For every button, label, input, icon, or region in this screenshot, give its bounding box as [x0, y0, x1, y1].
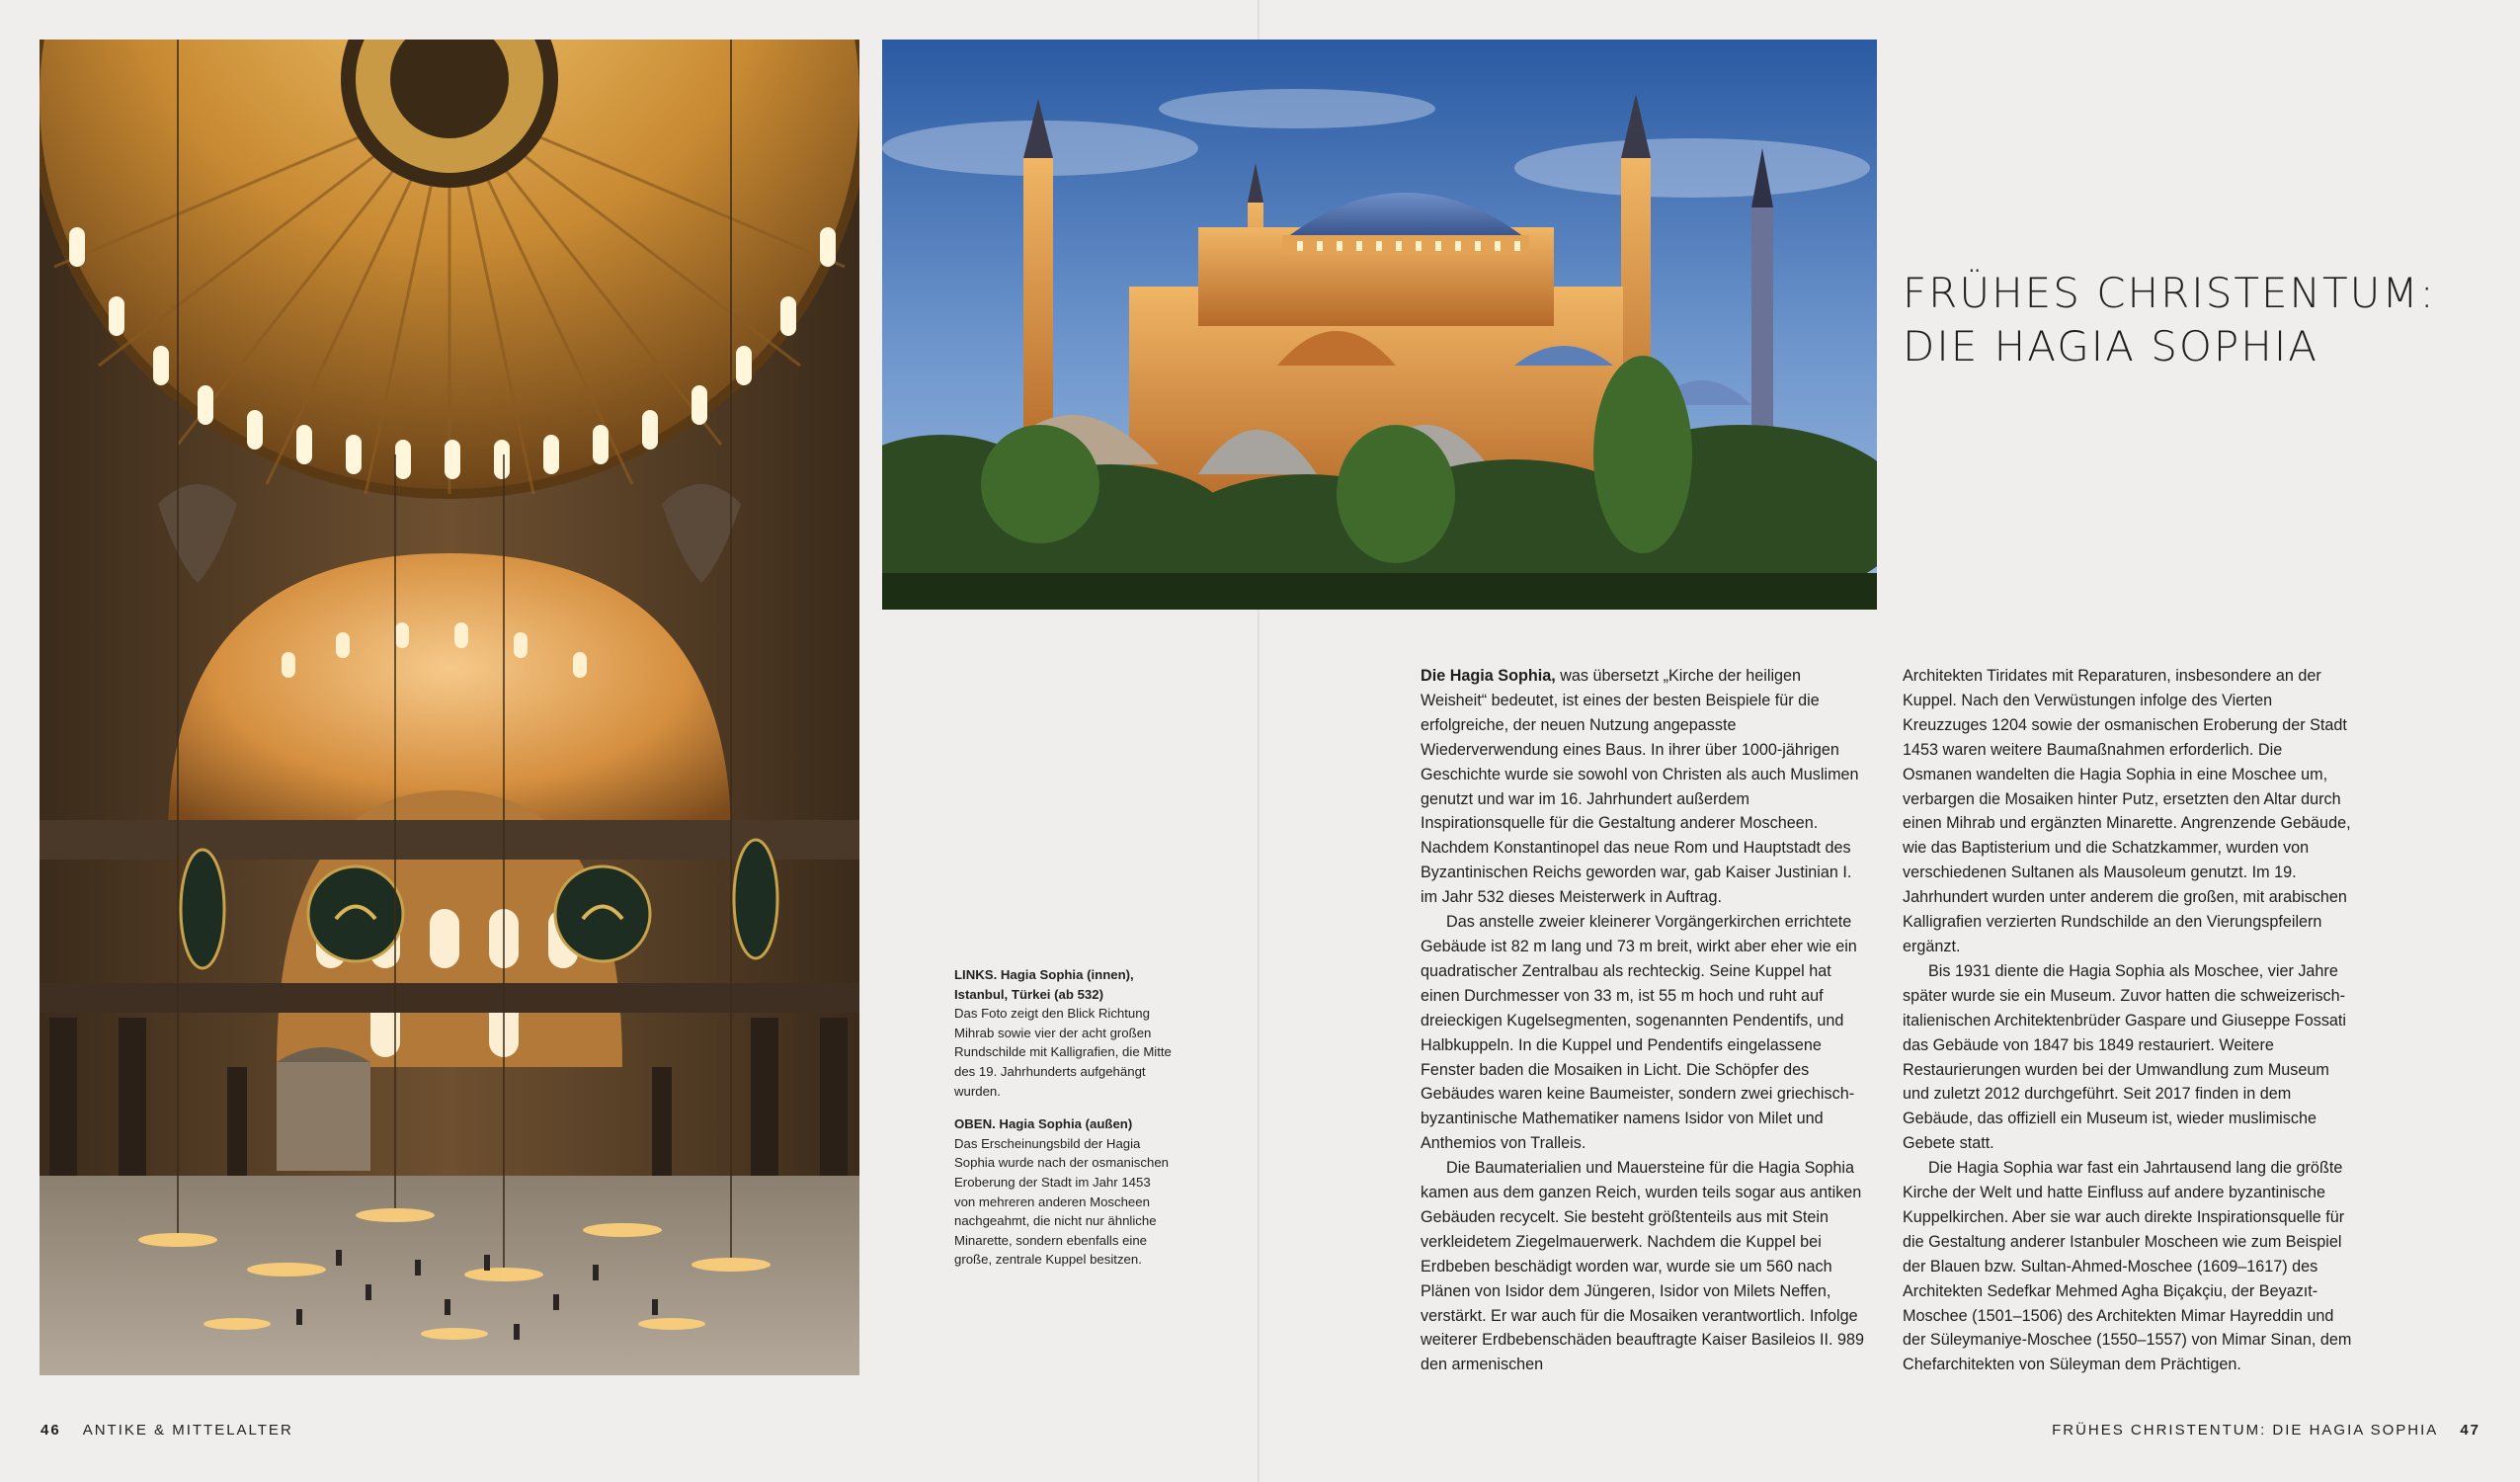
page-number-left: 46: [41, 1422, 61, 1439]
page-number-right: 47: [2460, 1422, 2480, 1439]
body-paragraph: Die Hagia Sophia war fast ein Jahrtausend lang die größte Kirche der Welt und hatte Einfluss auf andere byzantinische Kuppelkirchen. Aber sie war auch direkte Inspirationsquelle für die Gestaltung anderer Istanbuler Moscheen wie zum Beispiel der Blauen bzw. Sultan-Ahmed-Moschee (1609–1617) des Architekten Sedefkar Mehmed Agha Biçakçiu, der Beyazıt-Moschee (1501–1506) des Architekten Mimar Hayreddin und der Süleymaniye-Moschee (1550–1557) von Mimar Sinan, dem Chefarchitekten von Süleyman dem Prächtigen.: [1903, 1159, 2352, 1374]
title-line-2: DIE HAGIA SOPHIA: [1903, 322, 2318, 370]
title-line-1: FRÜHES CHRISTENTUM:: [1903, 269, 2436, 317]
section-title-right: FRÜHES CHRISTENTUM: DIE HAGIA SOPHIA: [2052, 1422, 2439, 1439]
section-title-left: ANTIKE & MITTELALTER: [82, 1422, 293, 1439]
page-title: [1903, 267, 2495, 373]
caption-heading: OBEN. Hagia Sophia (außen): [954, 1116, 1133, 1132]
lead-in: Die Hagia Sophia,: [1421, 667, 1556, 685]
body-paragraph: [1421, 664, 1870, 910]
body-column-1: [1421, 664, 1870, 1377]
footer-right: [2052, 1422, 2480, 1439]
photo-captions: [954, 965, 1172, 1283]
caption-text: Das Erscheinungsbild der Hagia Sophia wurde nach der osmanischen Eroberung der Stadt im Jahr 1453 von mehreren anderen Moscheen nachgeahmt, die nicht nur ähnliche Minarette, sondern ebenfalls eine große, zentrale Kuppel besitzen.: [954, 1135, 1169, 1268]
interior-illustration: [40, 40, 859, 1375]
caption-text: Das Foto zeigt den Blick Richtung Mihrab sowie vier der acht großen Rundschilde mit Kalligrafien, die Mitte des 19. Jahrhunderts aufgehängt wurden.: [954, 1006, 1172, 1099]
exterior-illustration: [882, 40, 1877, 610]
body-paragraph: Die Baumaterialien und Mauersteine für die Hagia Sophia kamen aus dem ganzen Reich, wurden teils sogar aus antiken Gebäuden recycelt. Sie besteht größtenteils aus mit Stein verkleidetem Ziegelmauerwerk. Nachdem die Kuppel bei Erdbeben beschädigt worden war, wurde sie um 560 nach Plänen von Isidor dem Jüngeren, Isidor von Milets Neffen, verstärkt. Er war auch für die Mosaiken verantwortlich. Infolge weiterer Erdbebenschäden beauftragte Kaiser Basileios II. 989 den armenischen: [1421, 1159, 1865, 1374]
photo-hagia-sophia-interior: [40, 40, 859, 1375]
footer-left: [41, 1422, 293, 1439]
body-paragraph: Architekten Tiridates mit Reparaturen, insbesondere an der Kuppel. Nach den Verwüstungen infolge des Vierten Kreuzzuges 1204 sowie der osmanischen Eroberung der Stadt 1453 waren weitere Baumaßnahmen erforderlich. Die Osmanen wandelten die Hagia Sophia in eine Moschee um, verbargen die Mosaiken hinter Putz, ersetzten den Altar durch einen Mihrab und ergänzten Minarette. Angrenzende Gebäude, wie das Baptisterium und die Schatzkammer, wurden von verschiedenen Sultanen als Mausoleum genutzt. Im 19. Jahrhundert wurden unter anderem die großen, mit arabischen Kalligrafien verzierten Rundschilde an den Vierungspfeilern ergänzt.: [1903, 667, 2351, 955]
body-paragraph: Das anstelle zweier kleinerer Vorgängerkirchen errichtete Gebäude ist 82 m lang und 73 m breit, wirkt aber eher wie ein quadratischer Zentralbau als rechteckig. Seine Kuppel hat einen Durchmesser von 33 m, ist 55 m hoch und ruht auf dreieckigen Kugelsegmenten, sogenannten Pendentifs, und Halbkuppeln. In die Kuppel und Pendentifs eingelassene Fenster baden die Mosaiken in Licht. Die Schöpfer des Gebäudes waren keine Baumeister, sondern zwei griechisch-byzantinische Mathematiker namens Isidor von Milet und Anthemios von Tralleis.: [1421, 913, 1857, 1153]
caption-top-photo: [954, 1114, 1172, 1270]
caption-heading: LINKS. Hagia Sophia (innen), Istanbul, Türkei (ab 532): [954, 967, 1134, 1002]
body-column-2: [1903, 664, 2352, 1377]
caption-left-photo: [954, 965, 1172, 1101]
photo-hagia-sophia-exterior: [882, 40, 1877, 610]
paragraph-text: was übersetzt „Kirche der heiligen Weisheit“ bedeutet, ist eines der besten Beispiele für die erfolgreiche, der neuen Nutzung angepasste Wiederverwendung eines Baus. In ihrer über 1000-jährigen Geschichte wurde sie sowohl von Christen als auch Muslimen genutzt und war im 16. Jahrhundert außerdem Inspirationsquelle für die Gestaltung anderer Moscheen. Nachdem Konstantinopel das neue Rom und Hauptstadt des Byzantinischen Reichs geworden war, gab Kaiser Justinian I. im Jahr 532 dieses Meisterwerk in Auftrag.: [1421, 667, 1859, 907]
body-paragraph: Bis 1931 diente die Hagia Sophia als Moschee, vier Jahre später wurde sie ein Museum. Zuvor hatten die schweizerisch-italienischen Architektenbrüder Gaspare und Giuseppe Fossati das Gebäude von 1847 bis 1849 restauriert. Weitere Restaurierungen wurden bei der Umwandlung zum Museum und zuletzt 2012 durchgeführt. Seit 2017 finden in dem Gebäude, das offiziell ein Museum ist, wieder muslimische Gebete statt.: [1903, 961, 2347, 1153]
